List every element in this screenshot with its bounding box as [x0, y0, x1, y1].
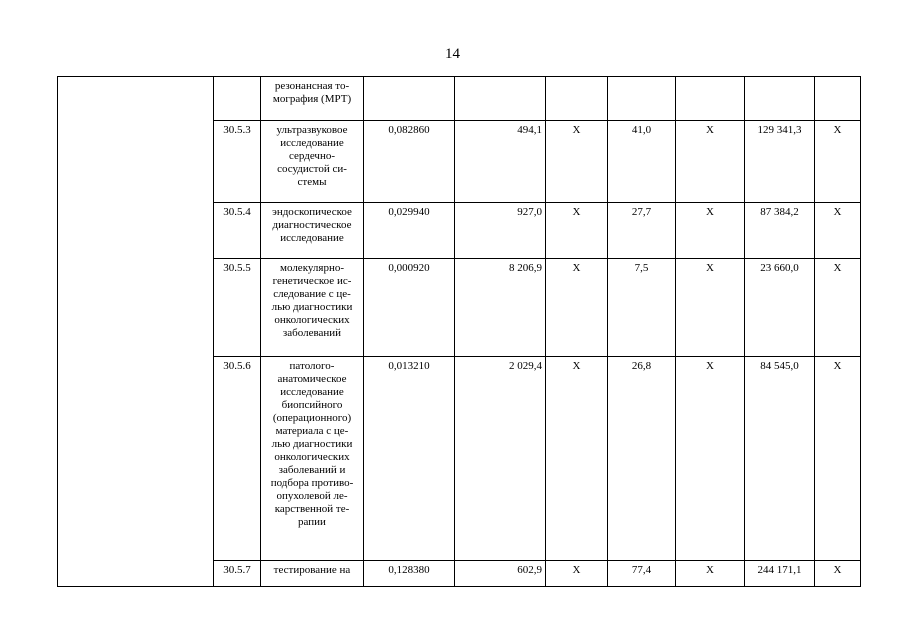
row-col-8: Х [815, 121, 861, 203]
row-col-5: 77,4 [608, 561, 676, 587]
row-name: резонансная то- мография (МРТ) [261, 77, 364, 121]
row-col-8: Х [815, 203, 861, 259]
row-name: молекулярно- генетическое ис- следование с це- лью диагностики онкологических заболеваний [261, 259, 364, 357]
row-col-5: 27,7 [608, 203, 676, 259]
row-col-7: 84 545,0 [745, 357, 815, 561]
row-cost [455, 77, 546, 121]
row-coefficient: 0,082860 [364, 121, 455, 203]
row-code: 30.5.3 [214, 121, 261, 203]
row-col-4: Х [546, 203, 608, 259]
left-empty-cell [58, 77, 214, 587]
row-code: 30.5.4 [214, 203, 261, 259]
row-col-4: Х [546, 121, 608, 203]
table-row [58, 77, 861, 121]
row-col-7 [745, 77, 815, 121]
row-col-6: Х [676, 259, 745, 357]
row-col-7: 244 171,1 [745, 561, 815, 587]
row-coefficient [364, 77, 455, 121]
row-col-4: Х [546, 561, 608, 587]
row-col-4 [546, 77, 608, 121]
table-body [58, 77, 861, 587]
row-coefficient: 0,013210 [364, 357, 455, 561]
row-col-5: 7,5 [608, 259, 676, 357]
row-coefficient: 0,000920 [364, 259, 455, 357]
row-cost: 2 029,4 [455, 357, 546, 561]
row-col-6: Х [676, 561, 745, 587]
row-name: тестирование на [261, 561, 364, 587]
row-cost: 8 206,9 [455, 259, 546, 357]
row-col-8: Х [815, 357, 861, 561]
row-col-7: 23 660,0 [745, 259, 815, 357]
row-col-5: 26,8 [608, 357, 676, 561]
row-code: 30.5.7 [214, 561, 261, 587]
row-name: эндоскопическое диагностическое исследование [261, 203, 364, 259]
row-col-8: Х [815, 561, 861, 587]
row-code [214, 77, 261, 121]
row-code: 30.5.6 [214, 357, 261, 561]
row-col-7: 87 384,2 [745, 203, 815, 259]
row-coefficient: 0,029940 [364, 203, 455, 259]
row-col-6: Х [676, 121, 745, 203]
row-col-5: 41,0 [608, 121, 676, 203]
row-code: 30.5.5 [214, 259, 261, 357]
page-number: 14 [445, 46, 460, 62]
row-cost: 602,9 [455, 561, 546, 587]
row-name: патолого- анатомическое исследование биопсийного (операционного) материала с це- лью диагностики онкологических заболеваний и подбора противо- опухолевой ле- карственной те- рапии [261, 357, 364, 561]
row-coefficient: 0,128380 [364, 561, 455, 587]
row-col-7: 129 341,3 [745, 121, 815, 203]
row-col-6: Х [676, 357, 745, 561]
row-name: ультразвуковое исследование сердечно- сосудистой си- стемы [261, 121, 364, 203]
row-col-4: Х [546, 357, 608, 561]
row-cost: 927,0 [455, 203, 546, 259]
row-col-4: Х [546, 259, 608, 357]
row-col-5 [608, 77, 676, 121]
row-col-6: Х [676, 203, 745, 259]
row-col-6 [676, 77, 745, 121]
data-table [57, 76, 861, 587]
row-col-8 [815, 77, 861, 121]
row-cost: 494,1 [455, 121, 546, 203]
row-col-8: Х [815, 259, 861, 357]
